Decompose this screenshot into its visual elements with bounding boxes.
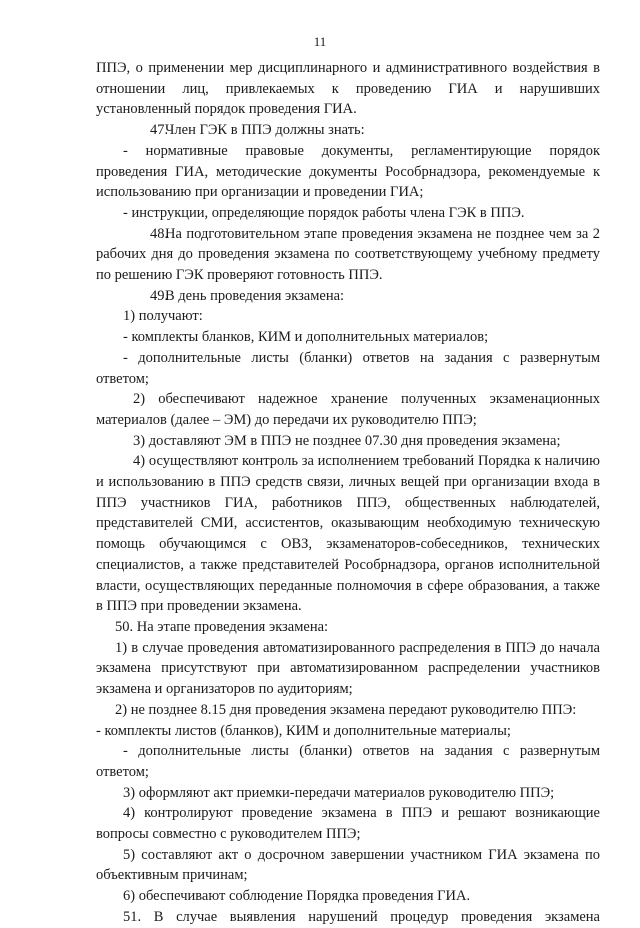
paragraph-extra-sheets-2: - дополнительные листы (бланки) ответов на задания с развернутым ответом; bbox=[96, 743, 600, 780]
paragraph-delivery: 3) доставляют ЭМ в ППЭ не позднее 07.30 дня проведения экзамена; bbox=[133, 432, 561, 449]
paragraph-50: 50. На этапе проведения экзамена: bbox=[115, 618, 329, 635]
clause-number: 47. bbox=[150, 122, 169, 139]
page-number: 11 bbox=[313, 34, 327, 49]
paragraph-51: 51. В случае выявления нарушений процедур проведения экзамена bbox=[123, 908, 600, 925]
paragraph-kits: - комплекты бланков, КИМ и дополнительных материалов; bbox=[123, 329, 489, 346]
paragraph-storage: 2) обеспечивают надежное хранение полученных экзаменационных материалов (далее – ЭМ) до передачи их руководителю ППЭ; bbox=[96, 391, 600, 428]
paragraph-text: В день проведения экзамена: bbox=[165, 287, 345, 304]
paragraph-control: 4) осуществляют контроль за исполнением требований Порядка к наличию и использованию в ППЭ средств связи, личных вещей при организации входа в ППЭ участников ГИА, работников ППЭ, общественных наблюдателей, представителей СМИ, ассистентов, оказывающим необходимую техническую помощь обучающимся с ОВЗ, экзаменаторов-собеседников, технических специалистов, а также представителей Рособрнадзора, органов исполнительной власти, осуществляющих переданные полномочия в сфере образования, а также в ППЭ при проведении экзамена. bbox=[96, 453, 600, 615]
paragraph-kits-list: - комплекты листов (бланков), КИМ и дополнительные материалы; bbox=[96, 722, 511, 739]
clause-number: 49. bbox=[150, 287, 169, 304]
paragraph-instructions: - инструкции, определяющие порядок работы члена ГЭК в ППЭ. bbox=[123, 204, 525, 221]
paragraph-act: 3) оформляют акт приемки-передачи материалов руководителю ППЭ; bbox=[123, 784, 555, 801]
paragraph-auto-distribution: 1) в случае проведения автоматизированного распределения в ППЭ до начала экзамена присутствуют при автоматизированном распределении участников экзамена и организаторов по аудиториям; bbox=[96, 639, 600, 698]
paragraph-monitor: 4) контролируют проведение экзамена в ППЭ и решают возникающие вопросы совместно с руководителем ППЭ; bbox=[96, 805, 600, 843]
paragraph-extra-sheets: - дополнительные листы (бланки) ответов на задания с развернутым ответом; bbox=[96, 349, 600, 387]
paragraph-47 bbox=[96, 120, 600, 141]
document-body bbox=[96, 58, 600, 928]
paragraph-continuation: ППЭ, о применении мер дисциплинарного и административного воздействия в отношении лиц, привлекаемых к проведению ГИА и нарушивших установленный порядок проведения ГИА. bbox=[96, 60, 600, 118]
paragraph-handover: 2) не позднее 8.15 дня проведения экзамена передают руководителю ППЭ: bbox=[115, 701, 577, 718]
paragraph-text: На подготовительном этапе проведения экзамена не позднее чем за 2 рабочих дня до проведения экзамена по соответствующему учебному предмету по решению ГЭК проверяют готовность ППЭ. bbox=[96, 225, 600, 284]
paragraph-receive: 1) получают: bbox=[123, 308, 203, 325]
clause-number: 48. bbox=[150, 225, 169, 242]
paragraph-early-finish: 5) составляют акт о досрочном завершении участником ГИА экзамена по объективным причинам; bbox=[96, 846, 600, 884]
paragraph-text: Член ГЭК в ППЭ должны знать: bbox=[165, 122, 365, 139]
paragraph-48 bbox=[96, 224, 600, 286]
paragraph-regulatory-docs: - нормативные правовые документы, регламентирующие порядок проведения ГИА, методические документы Рособрнадзора, рекомендуемые к использованию при организации и проведении ГИА; bbox=[96, 142, 600, 201]
paragraph-compliance: 6) обеспечивают соблюдение Порядка проведения ГИА. bbox=[123, 888, 471, 905]
paragraph-49 bbox=[96, 286, 600, 307]
